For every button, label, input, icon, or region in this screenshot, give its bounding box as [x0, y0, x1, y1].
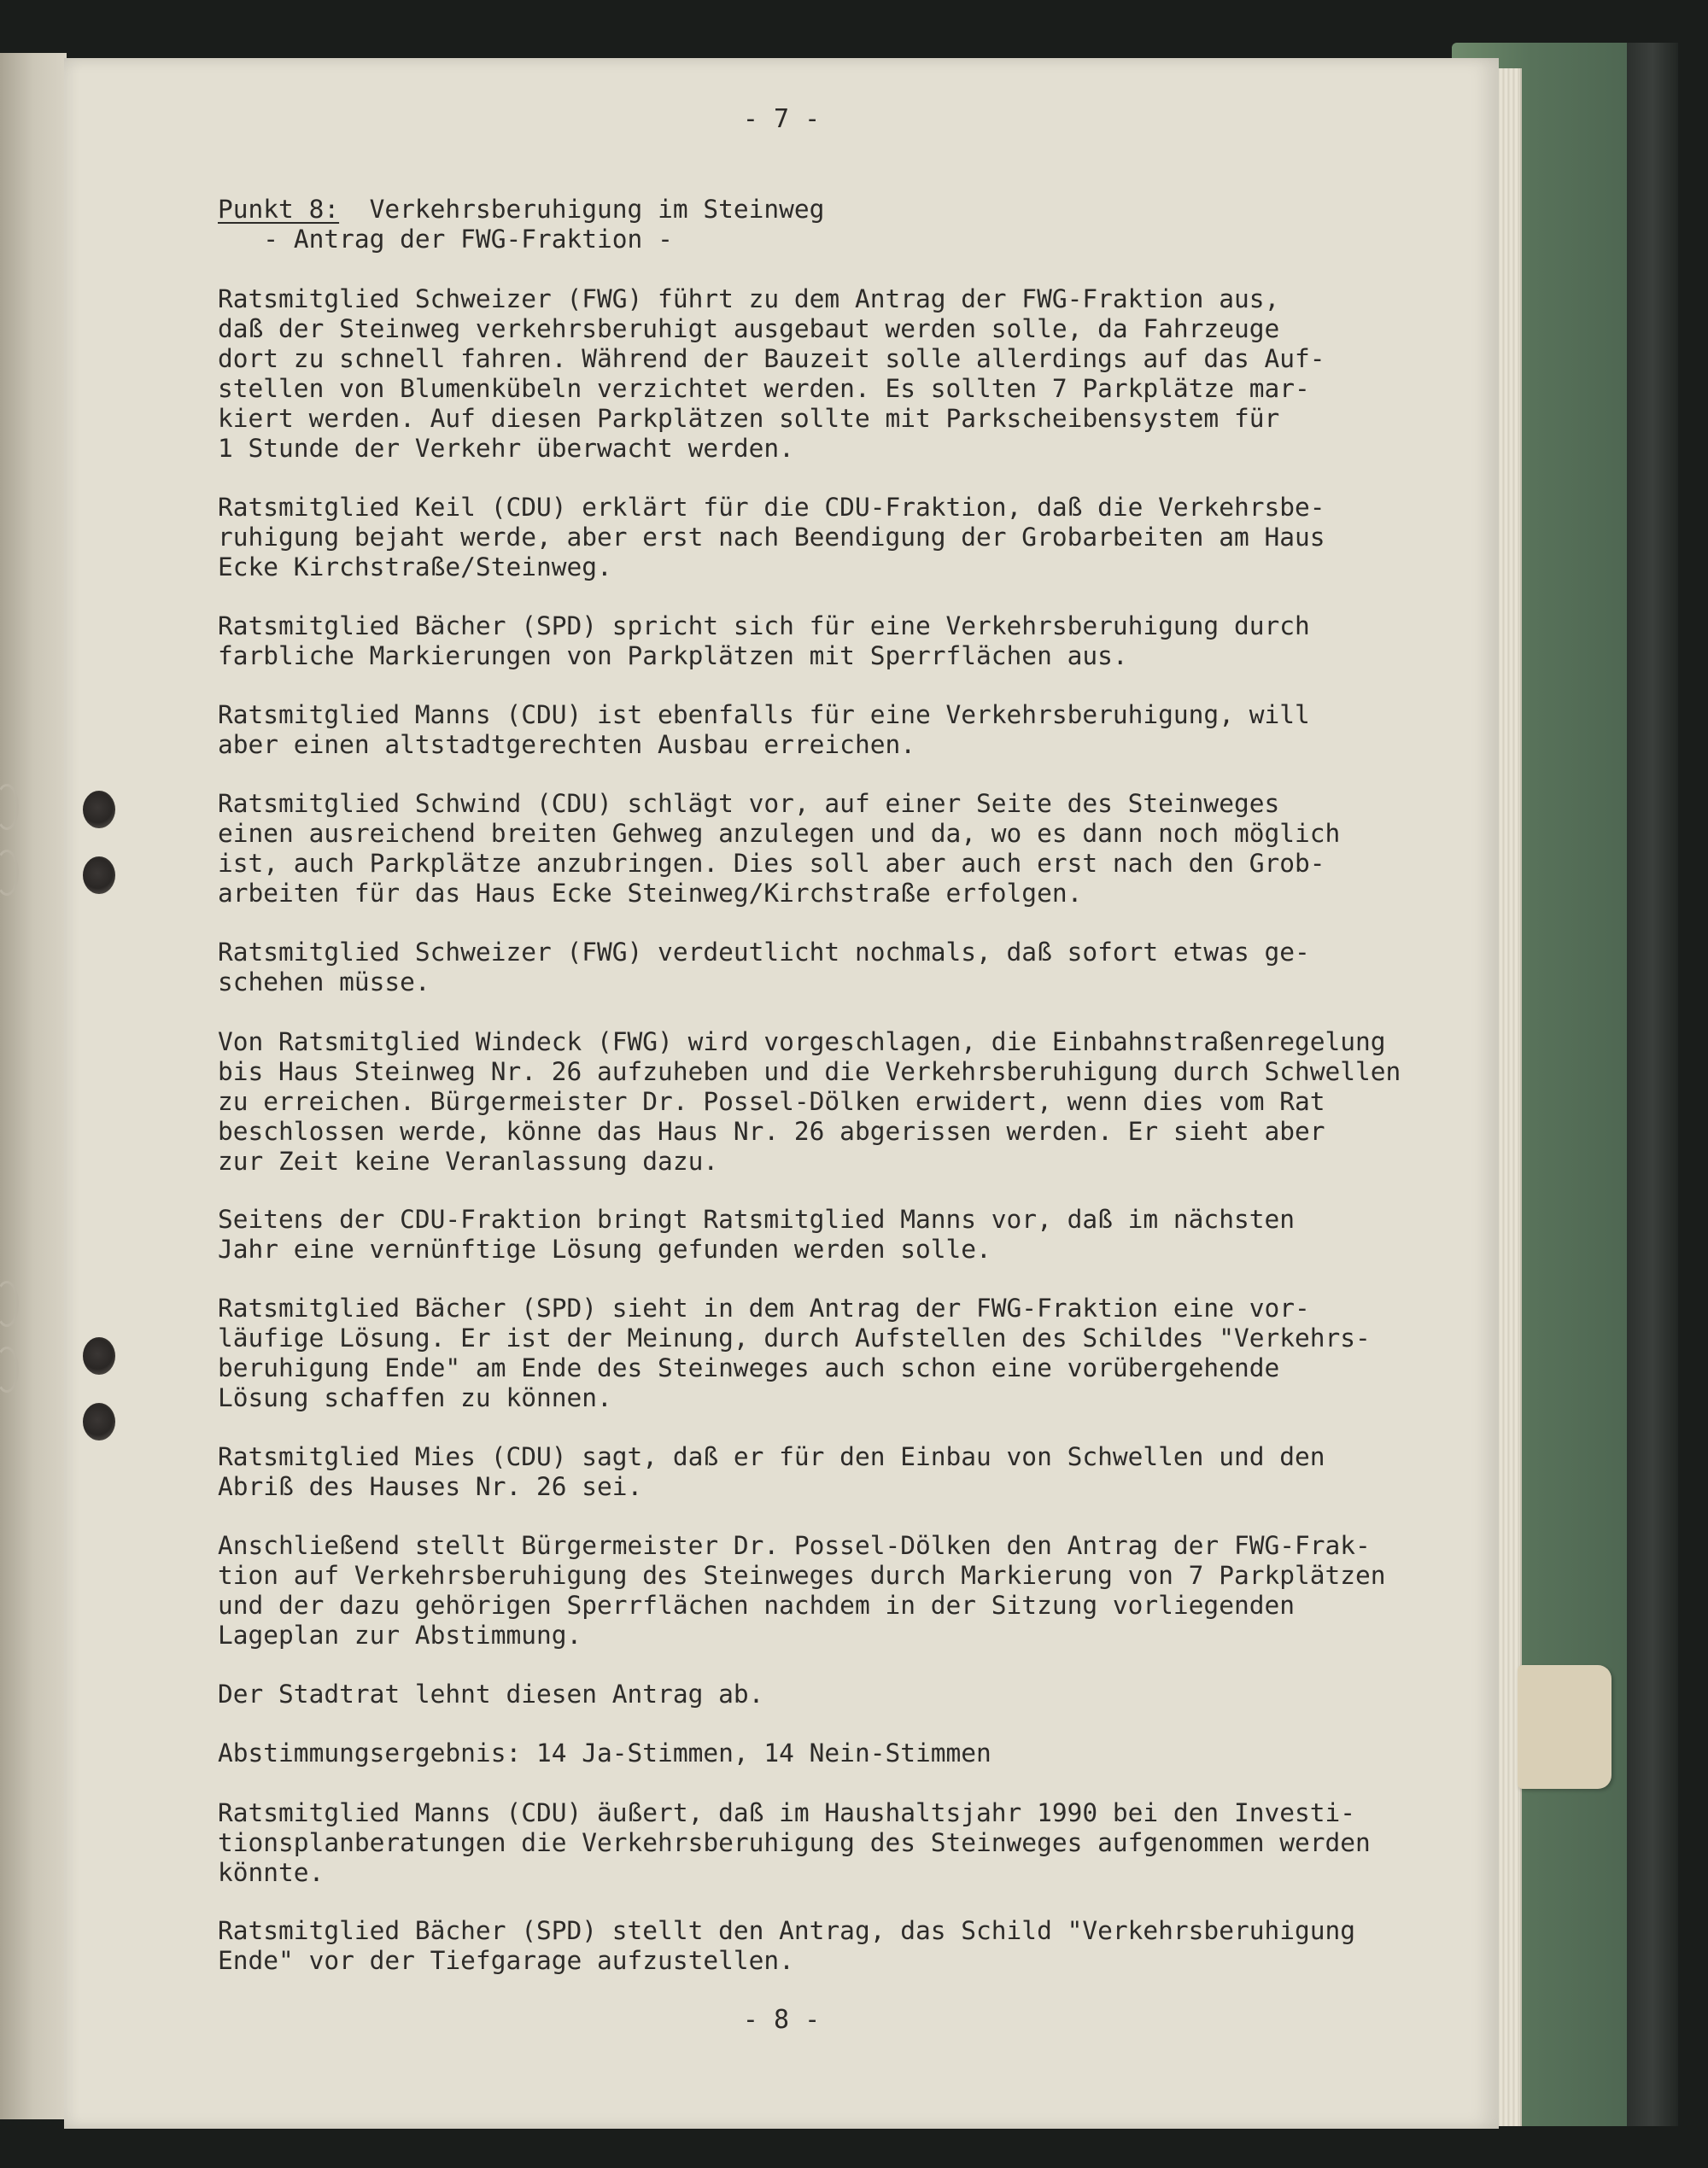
page-number-top: - 7 - [742, 104, 821, 134]
facing-page-edge [0, 53, 67, 2119]
paragraph: Ratsmitglied Bächer (SPD) spricht sich für eine Verkehrsberuhigung durch farbliche Markierungen von Parkplätzen mit Sperrflächen aus. [218, 611, 1310, 670]
paragraph: Der Stadtrat lehnt diesen Antrag ab. [218, 1680, 764, 1709]
agenda-item-heading [218, 195, 824, 254]
page-number-bottom: - 8 - [742, 2005, 821, 2035]
paragraph: Abstimmungsergebnis: 14 Ja-Stimmen, 14 Nein-Stimmen [218, 1738, 991, 1768]
paragraph: Ratsmitglied Schwind (CDU) schlägt vor, auf einer Seite des Steinweges einen ausreichend breiten Gehweg anzulegen und da, wo es dann noch möglich ist, auch Parkplätze anzubringen. Dies soll aber auch erst nach den Grob- arbeiten für das Haus Ecke Steinweg/Kirchstraße erfolgen. [218, 789, 1341, 908]
paragraph: Ratsmitglied Manns (CDU) äußert, daß im Haushaltsjahr 1990 bei den Investi- tionsplanberatungen die Verkehrsberuhigung des Steinweges aufgenommen werden könnte. [218, 1798, 1371, 1887]
binder-spine-edge [1627, 43, 1678, 2126]
paragraph: Ratsmitglied Schweizer (FWG) führt zu dem Antrag der FWG-Fraktion aus, daß der Steinweg verkehrsberuhigt ausgebaut werden solle, da Fahrzeuge dort zu schnell fahren. Während der Bauzeit solle allerdings auf das Auf- stellen von Blumenkübeln verzichtet werden. Es sollten 7 Parkplätze mar- kiert werden. Auf diesen Parkplätzen sollte mit Parkscheibensystem für 1 Stunde der Verkehr überwacht werden. [218, 284, 1325, 463]
paragraph: Von Ratsmitglied Windeck (FWG) wird vorgeschlagen, die Einbahnstraßenregelung bis Haus Steinweg Nr. 26 aufzuheben und die Verkehrsberuhigung durch Schwellen zu erreichen. Bürgermeister Dr. Possel-Dölken erwidert, wenn dies vom Rat beschlossen werde, könne das Haus Nr. 26 abgerissen werden. Er sieht aber zur Zeit keine Veranlassung dazu. [218, 1027, 1401, 1176]
paragraph: Anschließend stellt Bürgermeister Dr. Possel-Dölken den Antrag der FWG-Frak- tion auf Verkehrsberuhigung des Steinweges durch Markierung von 7 Parkplätzen und der dazu gehörigen Sperrflächen nachdem in der Sitzung vorliegenden Lageplan zur Abstimmung. [218, 1531, 1386, 1650]
paragraph: Ratsmitglied Mies (CDU) sagt, daß er für den Einbau von Schwellen und den Abriß des Hauses Nr. 26 sei. [218, 1442, 1325, 1501]
paragraph: Ratsmitglied Bächer (SPD) sieht in dem Antrag der FWG-Fraktion eine vor- läufige Lösung. Er ist der Meinung, durch Aufstellen des Schildes "Verkehrs- beruhigung Ende" am Ende des Steinweges auch schon eine vorübergehende Lösung schaffen zu können. [218, 1294, 1371, 1412]
punch-hole-icon [83, 791, 115, 828]
punch-hole-icon [83, 1337, 115, 1375]
paragraph: Seitens der CDU-Fraktion bringt Ratsmitglied Manns vor, daß im nächsten Jahr eine vernünftige Lösung gefunden werden solle. [218, 1205, 1295, 1264]
index-tab[interactable] [1518, 1665, 1611, 1789]
punch-hole-icon [83, 1403, 115, 1440]
paragraph: Ratsmitglied Keil (CDU) erklärt für die CDU-Fraktion, daß die Verkehrsbe- ruhigung bejaht werde, aber erst nach Beendigung der Grobarbeiten am Haus Ecke Kirchstraße/Steinweg. [218, 493, 1325, 581]
paragraph: Ratsmitglied Bächer (SPD) stellt den Antrag, das Schild "Verkehrsberuhigung Ende" vor der Tiefgarage aufzustellen. [218, 1916, 1356, 1975]
punch-hole-icon [83, 856, 115, 894]
paragraph: Ratsmitglied Manns (CDU) ist ebenfalls für eine Verkehrsberuhigung, will aber einen altstadtgerechten Ausbau erreichen. [218, 700, 1310, 759]
agenda-item-subtitle: - Antrag der FWG-Fraktion - [263, 225, 673, 254]
agenda-item-title: Verkehrsberuhigung im Steinweg [369, 195, 825, 224]
agenda-item-label: Punkt 8: [218, 195, 340, 224]
paragraph: Ratsmitglied Schweizer (FWG) verdeutlicht nochmals, daß sofort etwas ge- schehen müsse. [218, 938, 1310, 996]
